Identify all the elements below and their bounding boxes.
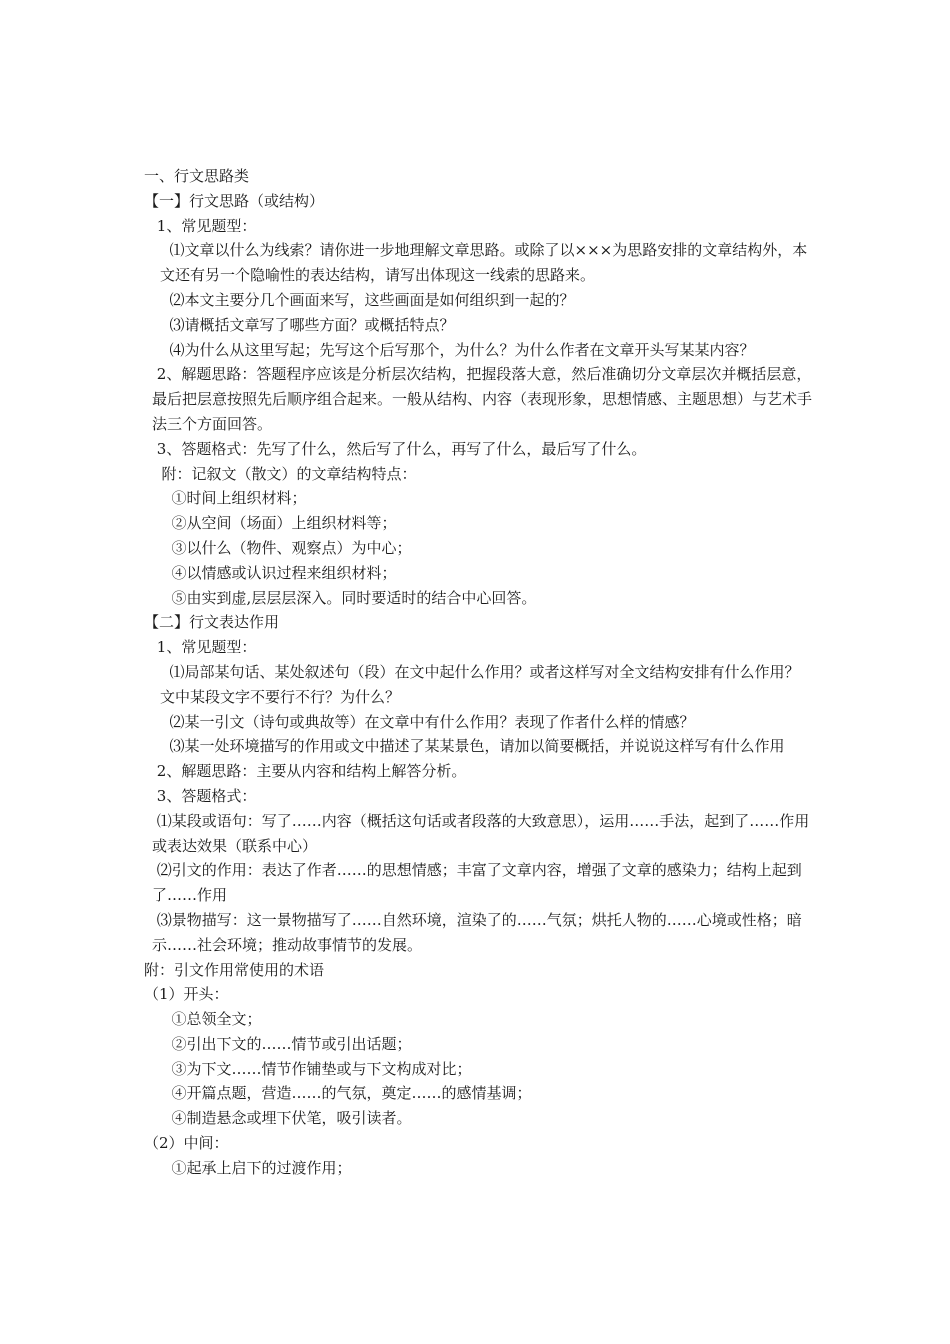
- text-line: ⑵本文主要分几个画面来写，这些画面是如何组织到一起的？: [160, 290, 575, 309]
- list-item: ②引出下文的……情节或引出话题；: [162, 1034, 412, 1053]
- text-line: （1）开头：: [144, 985, 229, 1004]
- text-line: 附：引文作用常使用的术语: [144, 960, 325, 979]
- text-line: ⑵引文的作用：表达了作者……的思想情感；丰富了文章内容，增强了文章的感染力；结构上起到了……作用: [152, 861, 802, 905]
- list-item: ③以什么（物件、观察点）为中心；: [162, 538, 412, 557]
- text-line: ⑶某一处环境描写的作用或文中描述了某某景色，请加以简要概括，并说说这样写有什么作用: [160, 737, 785, 756]
- list-item: ④开篇点题，营造……的气氛，奠定……的感情基调；: [162, 1084, 532, 1103]
- text-line: 3、答题格式：: [152, 786, 257, 805]
- subsection-heading: 【二】行文表达作用: [144, 613, 280, 632]
- text-line: ⑵某一引文（诗句或典故等）在文章中有什么作用？表现了作者什么样的情感？: [160, 712, 695, 731]
- text-line: ⑴文章以什么为线索？请你进一步地理解文章思路。或除了以×××为思路安排的文章结构外，本文还有另一个隐喻性的表达结构，请写出体现这一线索的思路来。: [160, 241, 808, 285]
- list-item: ④以情感或认识过程来组织材料；: [162, 563, 397, 582]
- text-line: 2、解题思路：主要从内容和结构上解答分析。: [152, 762, 467, 781]
- list-item: ④制造悬念或埋下伏笔，吸引读者。: [162, 1109, 412, 1128]
- text-line: ⑷为什么从这里写起；先写这个后写那个，为什么？为什么作者在文章开头写某某内容？: [160, 340, 755, 359]
- list-item: ②从空间（场面）上组织材料等；: [162, 514, 397, 533]
- list-item: ③为下文……情节作铺垫或与下文构成对比；: [162, 1059, 472, 1078]
- text-line: ⑴局部某句话、某处叙述句（段）在文中起什么作用？或者这样写对全文结构安排有什么作用？文中某段文字不要行不行？为什么？: [160, 662, 800, 706]
- text-line: （2）中间：: [144, 1134, 229, 1153]
- text-line: ⑶景物描写：这一景物描写了……自然环境，渲染了的……气氛；烘托人物的……心境或性格；暗示……社会环境；推动故事情节的发展。: [152, 910, 802, 954]
- text-line: ⑶请概括文章写了哪些方面？或概括特点？: [160, 315, 455, 334]
- list-item: ①总领全文；: [162, 1010, 262, 1029]
- section-heading: 一、行文思路类: [144, 167, 250, 185]
- text-line: 3、答题格式：先写了什么，然后写了什么，再写了什么，最后写了什么。: [152, 439, 647, 458]
- text-line: 1、常见题型：: [152, 638, 257, 657]
- list-item: ①起承上启下的过渡作用；: [162, 1158, 352, 1177]
- text-line: 附：记叙文（散文）的文章结构特点：: [152, 464, 417, 483]
- list-item: ①时间上组织材料；: [162, 489, 307, 508]
- text-line: 2、解题思路：答题程序应该是分析层次结构，把握段落大意，然后准确切分文章层次并概括层意，最后把层意按照先后顺序组合起来。一般从结构、内容（表现形象，思想情感、主题思想）与艺术手法三个方面回答。: [152, 365, 813, 433]
- subsection-heading: 【一】行文思路（或结构）: [144, 191, 325, 210]
- text-line: 1、常见题型：: [152, 216, 257, 235]
- document-body: [144, 164, 812, 1181]
- list-item: ⑤由实到虚,层层层深入。同时要适时的结合中心回答。: [162, 588, 537, 607]
- text-line: ⑴某段或语句：写了……内容（概括这句话或者段落的大致意思），运用……手法，起到了……作用或表达效果（联系中心）: [152, 811, 810, 855]
